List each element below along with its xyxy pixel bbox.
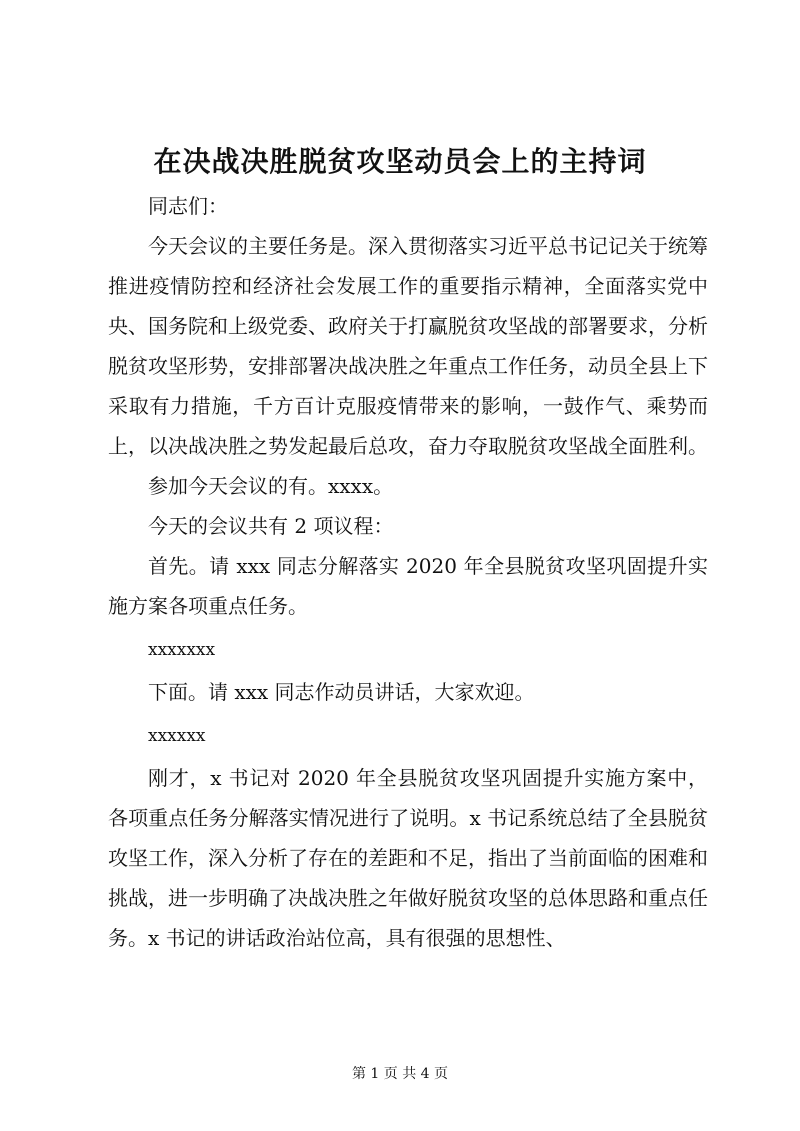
agenda-item-1-paragraph: 首先。请 xxx 同志分解落实 2020 年全县脱贫攻坚巩固提升实施方案各项重点任务。 (108, 554, 708, 618)
salutation-paragraph: 同志们： (148, 194, 228, 218)
document-title: 在决战决胜脱贫攻坚动员会上的主持词 (153, 145, 647, 178)
page-footer: 第 1 页 共 4 页 (351, 1066, 449, 1082)
placeholder-paragraph-1: xxxxxxx (148, 640, 216, 660)
meeting-task-paragraph: 今天会议的主要任务是。深入贯彻落实习近平总书记记关于统筹推进疫情防控和经济社会发展工作的重要指示精神，全面落实党中央、国务院和上级党委、政府关于打赢脱贫攻坚战的部署要求，分析脱贫攻坚形势，安排部署决战决胜之年重点工作任务，动员全县上下采取有力措施，千方百计克服疫情带来的影响，一鼓作气、乘势而上，以决战决胜之势发起最后总攻，奋力夺取脱贫攻坚战全面胜利。 (108, 234, 708, 458)
placeholder-paragraph-2: xxxxxx (148, 726, 206, 746)
summary-paragraph: 刚才，x 书记对 2020 年全县脱贫攻坚巩固提升实施方案中，各项重点任务分解落实情况进行了说明。x 书记系统总结了全县脱贫攻坚工作，深入分析了存在的差距和不足，指出了当前面临的困难和挑战，进一步明确了决战决胜之年做好脱贫攻坚的总体思路和重点任务。x 书记的讲话政治站位高，具有很强的思想性、 (108, 766, 708, 950)
document-body (108, 186, 708, 958)
attendees-paragraph: 参加今天会议的有。xxxx。 (148, 474, 394, 498)
agenda-item-2-paragraph: 下面。请 xxx 同志作动员讲话，大家欢迎。 (148, 680, 535, 704)
agenda-intro-paragraph: 今天的会议共有 2 项议程： (148, 514, 394, 538)
